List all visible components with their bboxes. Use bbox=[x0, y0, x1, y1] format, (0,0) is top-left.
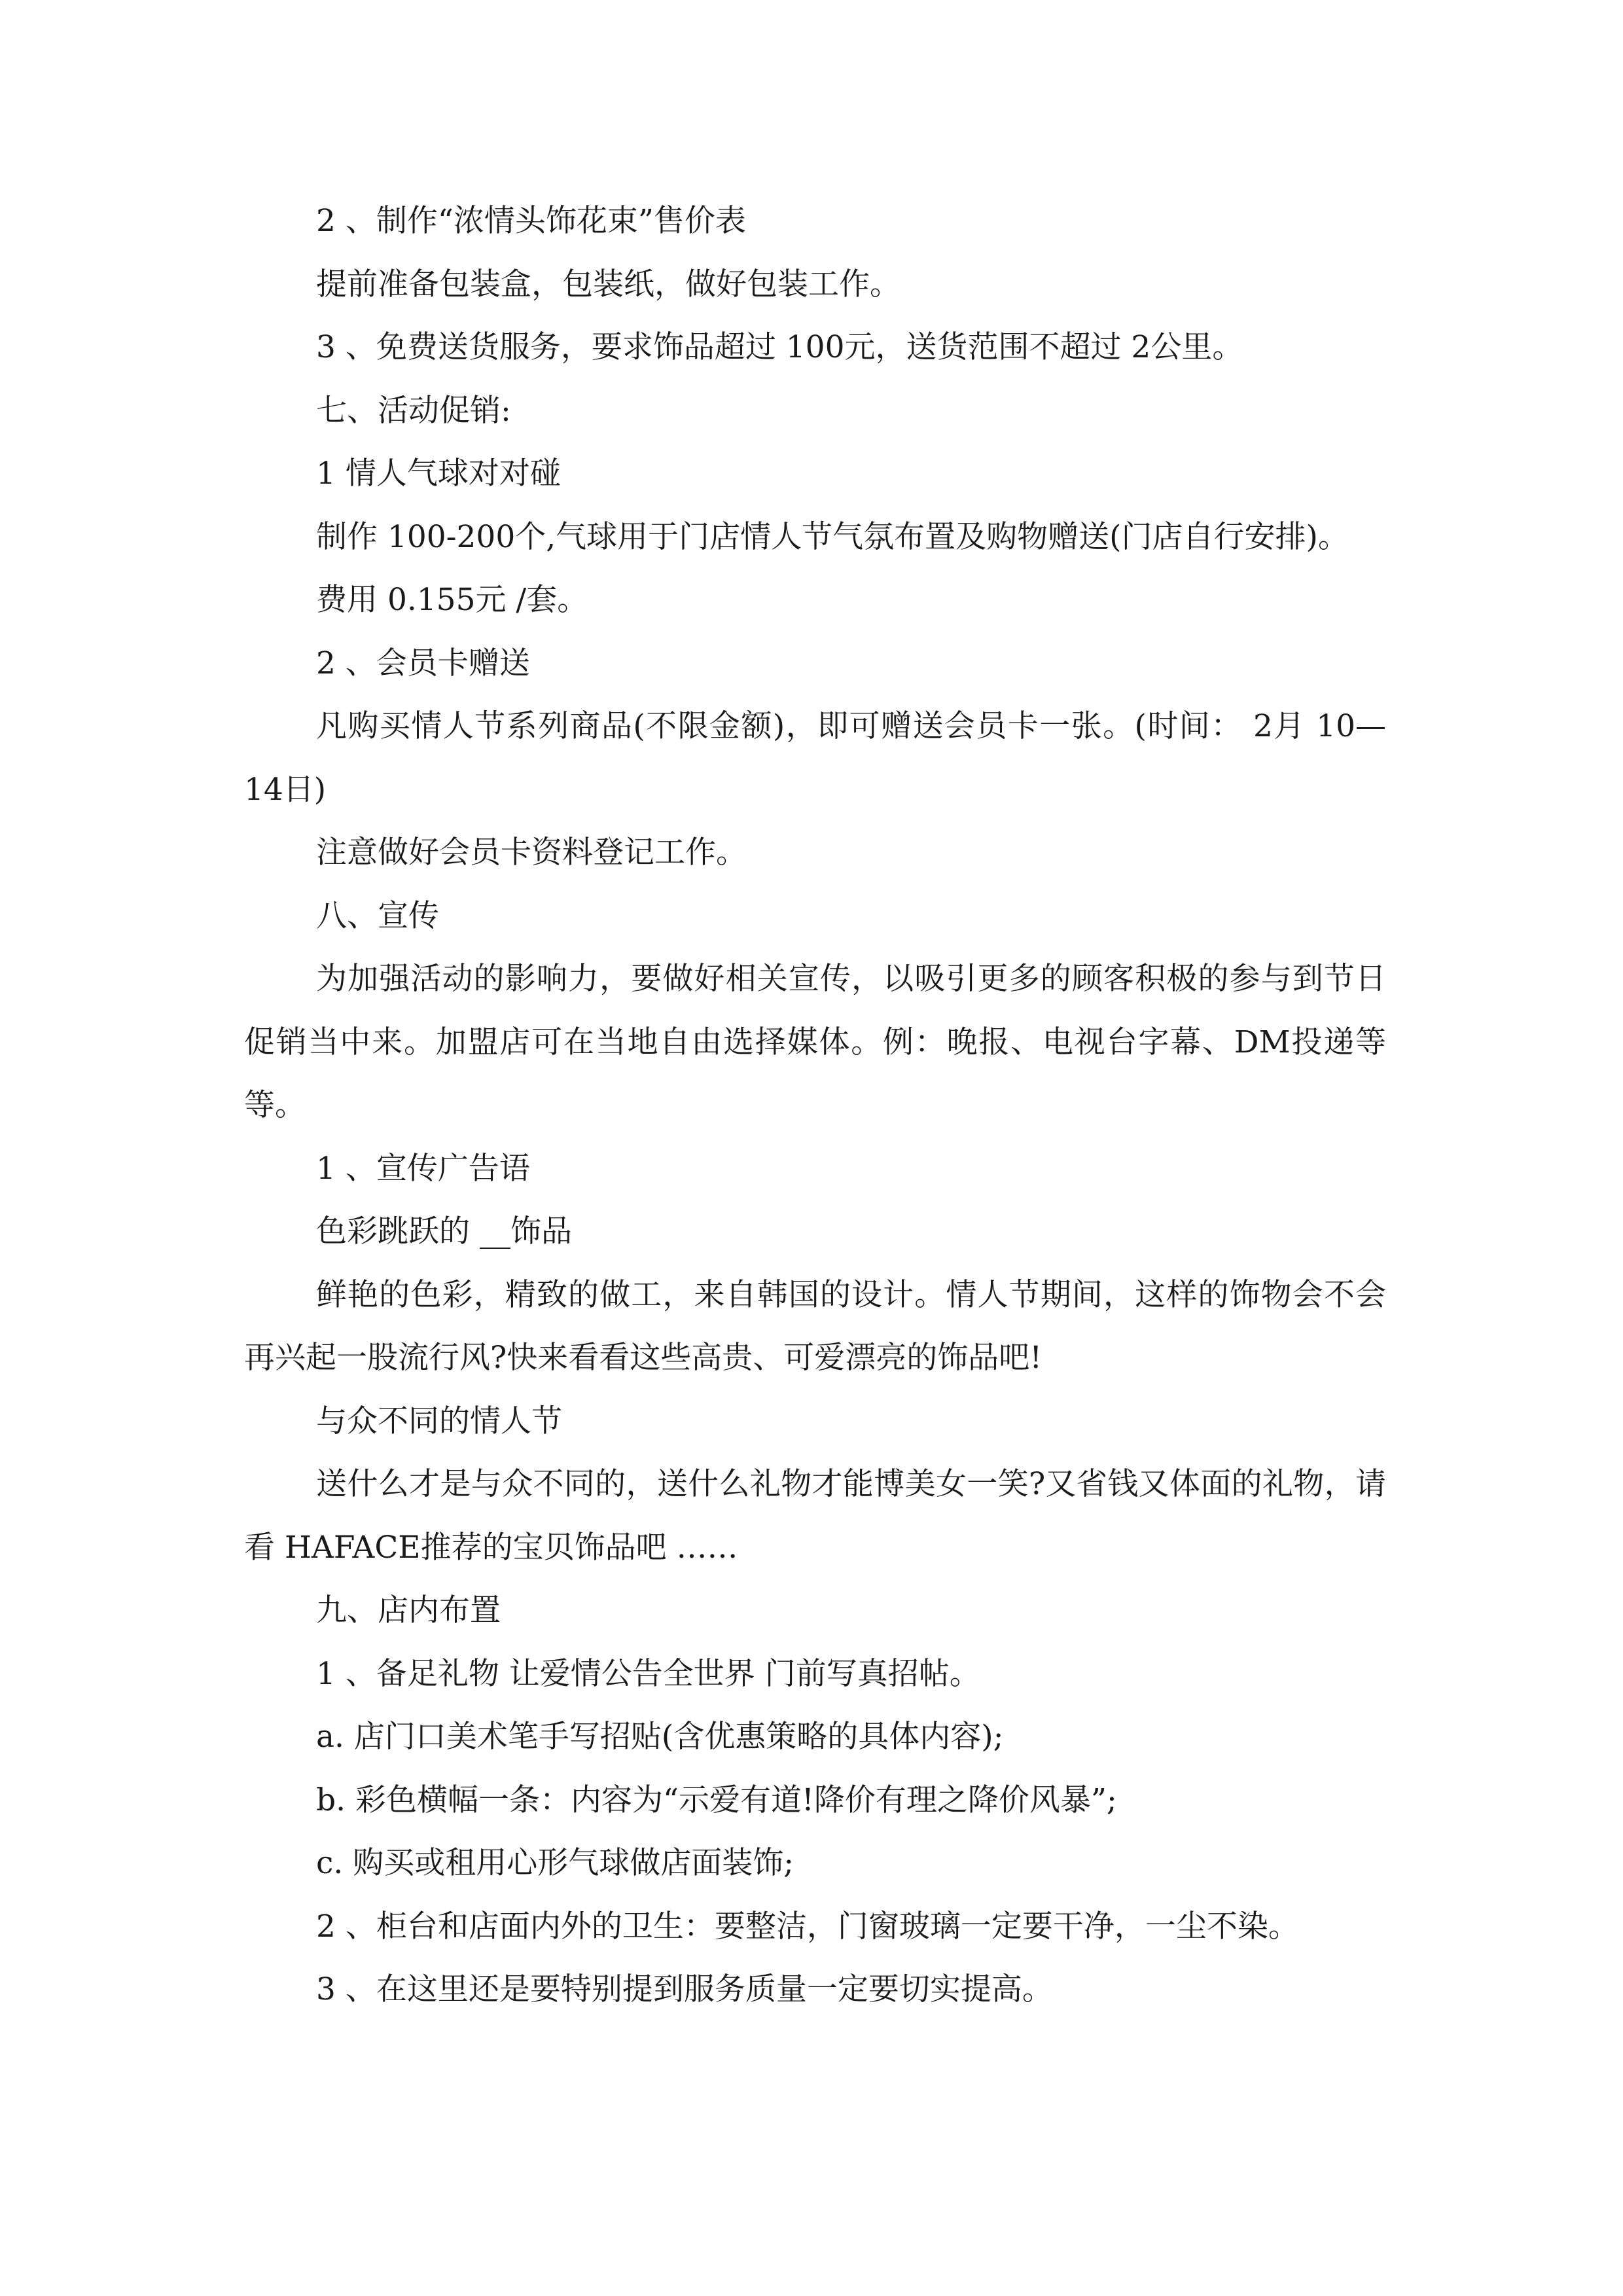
paragraph: 2 、柜台和店面内外的卫生：要整洁，门窗玻璃一定要干净，一尘不染。 bbox=[316, 1908, 1299, 1945]
section-heading: 七、活动促销: bbox=[316, 392, 511, 429]
section-heading: 八、宣传 bbox=[316, 897, 439, 934]
paragraph: 2 、制作“浓情头饰花束”售价表 bbox=[316, 203, 746, 239]
list-item: c. 购买或租用心形气球做店面装饰; bbox=[316, 1845, 794, 1881]
paragraph: 1 、备足礼物 让爱情公告全世界 门前写真招帖。 bbox=[316, 1655, 980, 1692]
list-item: b. 彩色横幅一条：内容为“示爱有道!降价有理之降价风暴”; bbox=[316, 1782, 1117, 1818]
paragraph: 鲜艳的色彩，精致的做工，来自韩国的设计。情人节期间，这样的饰物会不会再兴起一股流行风?快来看看这些高贵、可爱漂亮的饰品吧! bbox=[244, 1276, 1386, 1376]
paragraph: 凡购买情人节系列商品(不限金额)，即可赠送会员卡一张。(时间： 2月 10— 14日) bbox=[244, 708, 1386, 808]
paragraph: 色彩跳跃的 __饰品 bbox=[316, 1213, 572, 1249]
paragraph: 3 、免费送货服务，要求饰品超过 100元，送货范围不超过 2公里。 bbox=[316, 329, 1243, 365]
paragraph: 与众不同的情人节 bbox=[316, 1403, 562, 1439]
paragraph: 注意做好会员卡资料登记工作。 bbox=[316, 834, 747, 870]
paragraph: 2 、会员卡赠送 bbox=[316, 645, 530, 681]
paragraph: 1 、宣传广告语 bbox=[316, 1150, 530, 1187]
paragraph: 送什么才是与众不同的，送什么礼物才能博美女一笑?又省钱又体面的礼物，请看 HAFACE推荐的宝贝饰品吧 …… bbox=[244, 1466, 1386, 1566]
section-heading: 九、店内布置 bbox=[316, 1592, 501, 1628]
paragraph: 费用 0.155元 /套。 bbox=[316, 582, 588, 618]
list-item: a. 店门口美术笔手写招贴(含优惠策略的具体内容); bbox=[316, 1719, 1004, 1755]
paragraph: 制作 100-200个,气球用于门店情人节气氛布置及购物赠送(门店自行安排)。 bbox=[316, 518, 1349, 555]
document-body bbox=[244, 190, 1386, 2022]
paragraph: 3 、在这里还是要特别提到服务质量一定要切实提高。 bbox=[316, 1971, 1053, 2007]
paragraph: 提前准备包装盒，包装纸，做好包装工作。 bbox=[316, 266, 901, 302]
paragraph: 为加强活动的影响力，要做好相关宣传，以吸引更多的顾客积极的参与到节日促销当中来。加盟店可在当地自由选择媒体。例：晚报、电视台字幕、DM投递等等。 bbox=[244, 961, 1386, 1123]
paragraph: 1 情人气球对对碰 bbox=[316, 456, 561, 492]
